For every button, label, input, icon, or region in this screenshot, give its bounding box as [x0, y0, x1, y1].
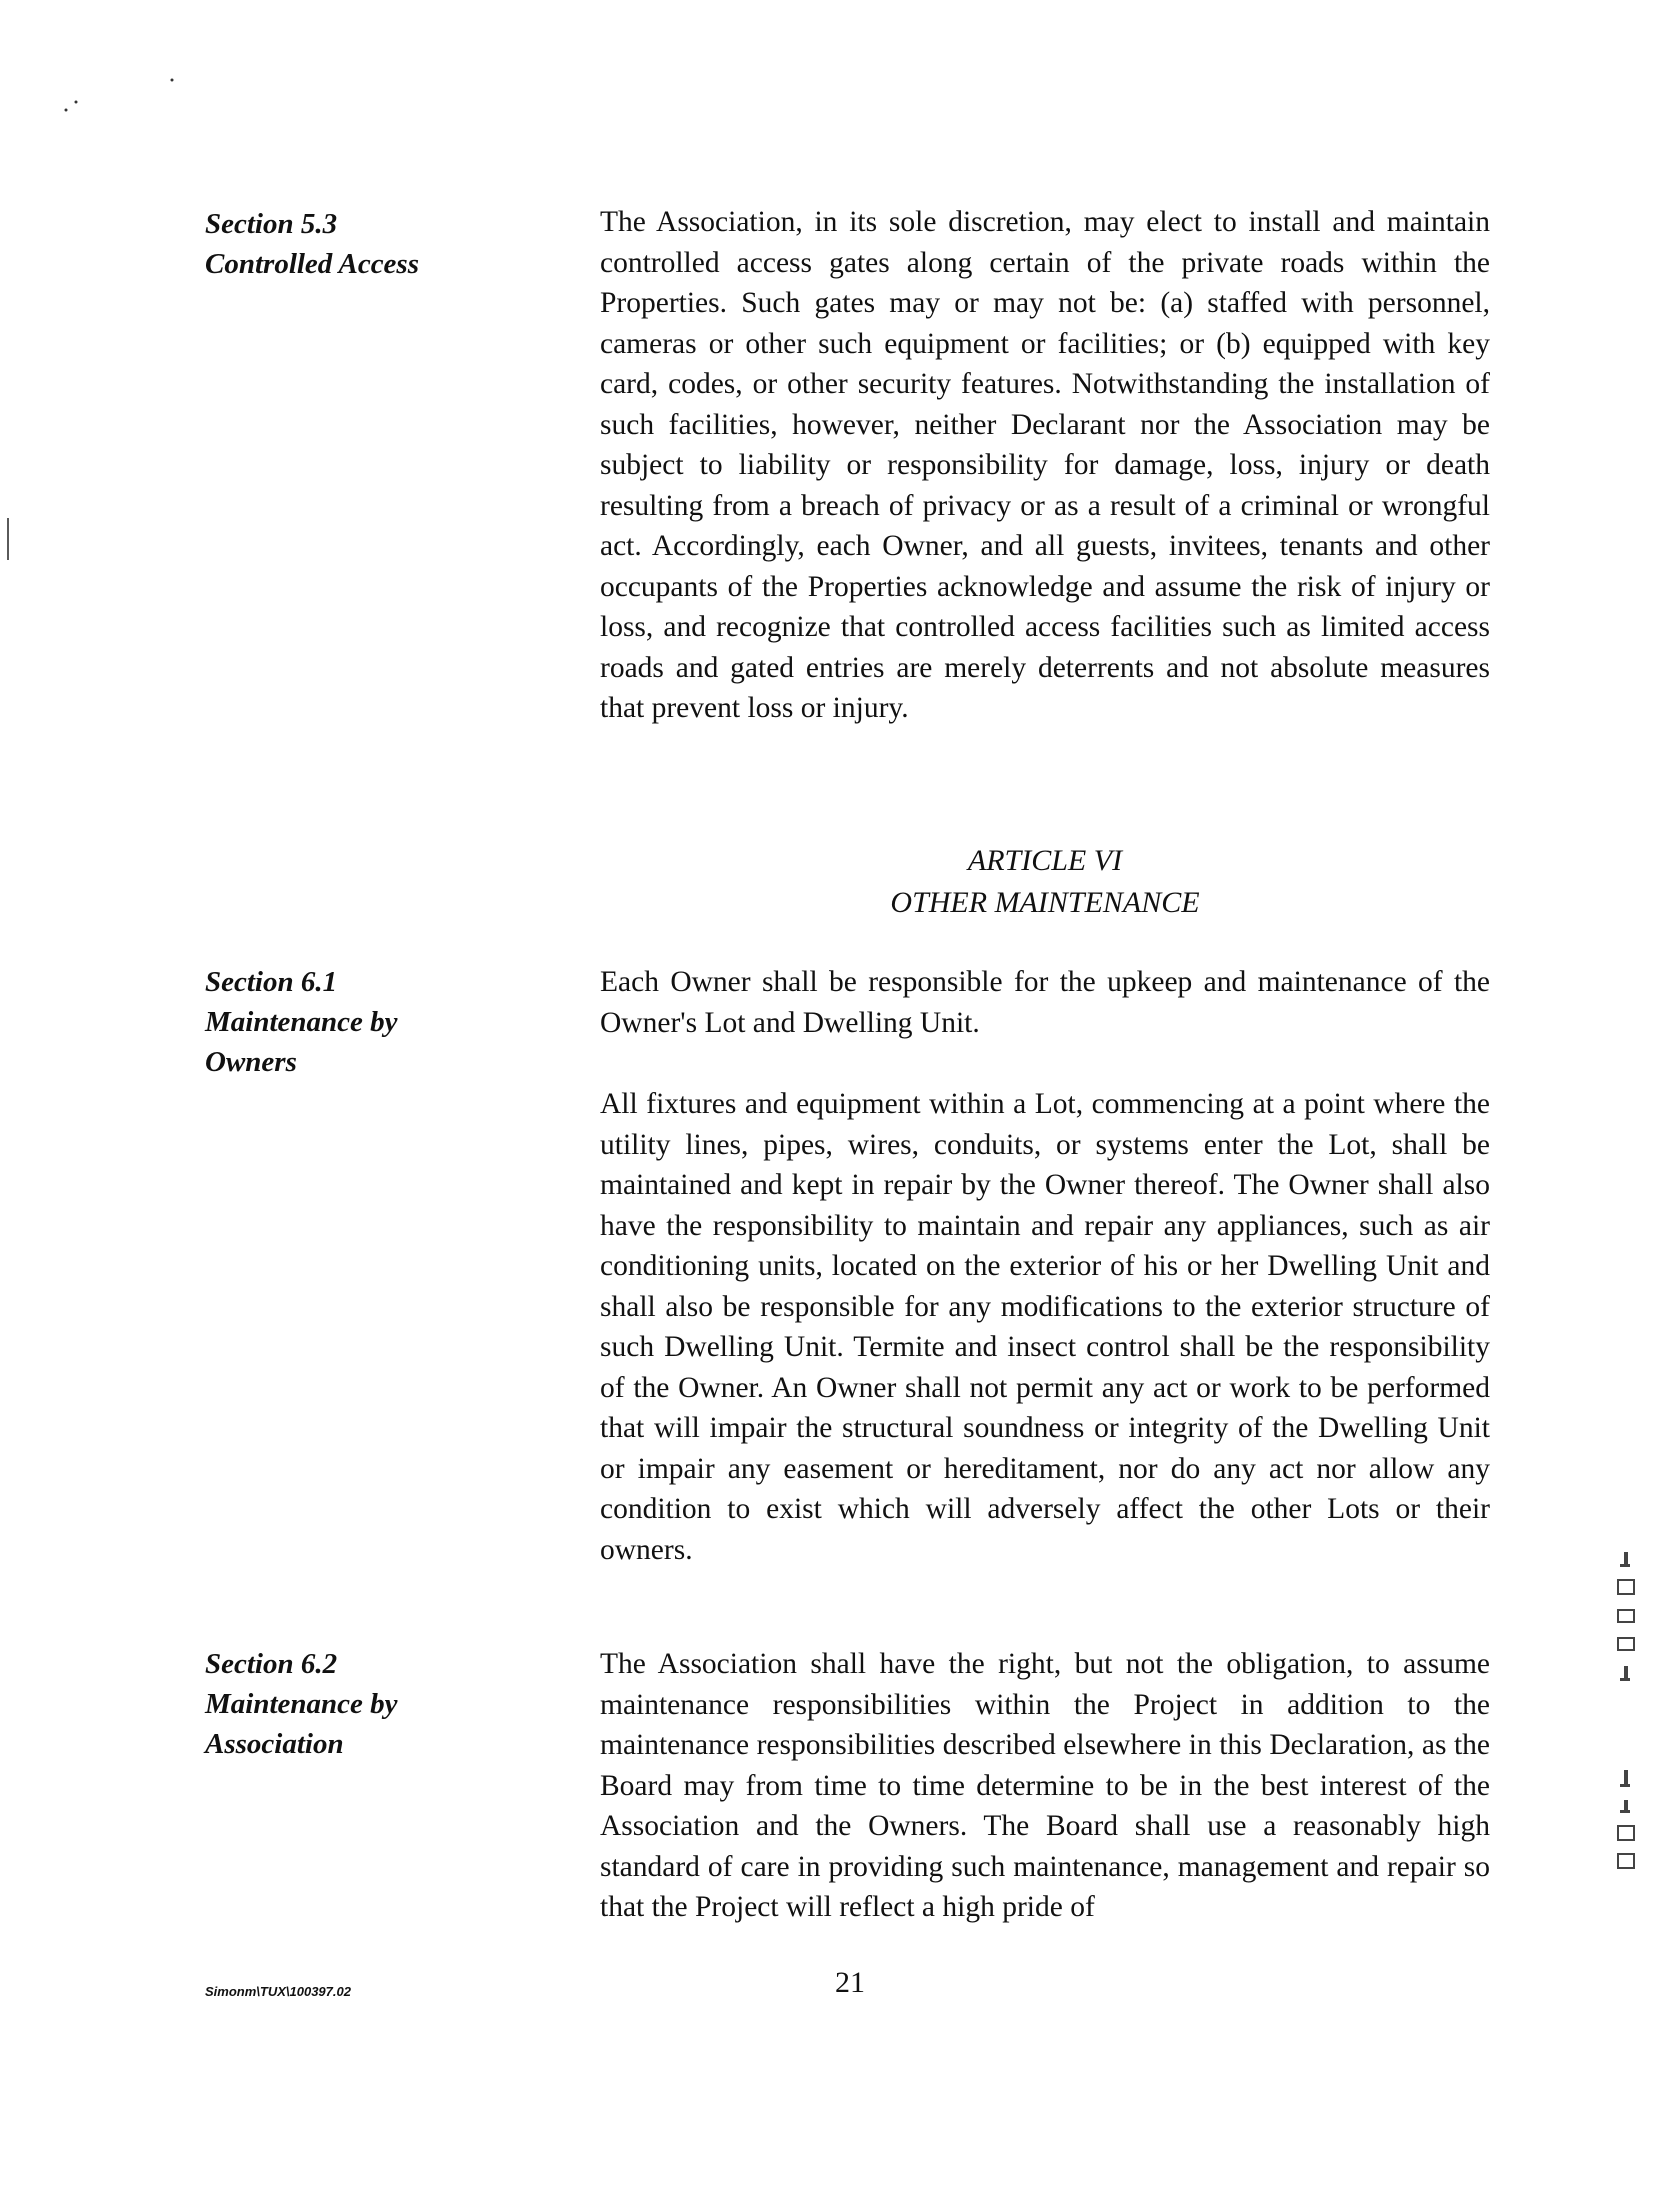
page-number: 21: [835, 1966, 865, 1999]
paragraph: The Association, in its sole discretion, may elect to install and maintain controlled access gates along certain of the private roads within the Properties. Such gates may or may not be: (a) staffed with personnel, cameras or other such equipment or facilities; or (b) equipped with key card, codes, or other security features. Notwithstanding the installation of such facilities, however, neither Declarant nor the Association may be subject to liability or responsibility for damage, loss, injury or death resulting from a breach of privacy or as a result of a criminal or wrongful act. Accordingly, each Owner, and all guests, invitees, tenants and other occupants of the Properties acknowledge and assume the risk of injury or loss, and recognize that controlled access facilities such as limited access roads and gated entries are merely deterrents and not absolute measures that prevent loss or injury.: [600, 206, 1490, 724]
paragraph: All fixtures and equipment within a Lot, commencing at a point where the utility lines, pipes, wires, conduits, or systems enter the Lot, shall be maintained and kept in repair by the Owner thereof. The Owner shall also have the responsibility to maintain and repair any appliances, such as air conditioning units, located on the exterior of his or her Dwelling Unit and shall also be responsible for any modifications to the exterior structure of such Dwelling Unit. Termite and insect control shall be the responsibility of the Owner. An Owner shall not permit any act or work to be performed that will impair the structural soundness or integrity of the Dwelling Unit or impair any easement or hereditament, nor do any act nor allow any condition to exist which will adversely affect the other Lots or their owners.: [600, 1088, 1490, 1566]
paragraph: Each Owner shall be responsible for the upkeep and maintenance of the Owner's Lot and Dwelling Unit.: [600, 966, 1490, 1039]
article-title: OTHER MAINTENANCE: [890, 886, 1200, 919]
scan-speck: [171, 79, 174, 82]
document-reference: Simonm\TUX\100397.02: [205, 1984, 351, 1999]
stamp-marks: [1618, 1552, 1634, 1868]
paragraph: The Association shall have the right, but not the obligation, to assume maintenance responsibilities within the Project in addition to the maintenance responsibilities described elsewhere in this Declaration, as the Board may from time to time determine to be in the best interest of the Association and the Owners. The Board shall use a reasonably high standard of care in providing such maintenance, management and repair so that the Project will reflect a high pride of: [600, 1648, 1490, 1923]
section-title: Maintenance by: [205, 1688, 398, 1720]
section-title: Controlled Access: [205, 248, 420, 280]
section-title: Maintenance by: [205, 1006, 398, 1038]
section-number: Section 5.3: [205, 208, 338, 240]
scan-speck: [65, 109, 68, 112]
recording-stamp: [1612, 1548, 1642, 1908]
section-title-continued: Owners: [205, 1046, 297, 1078]
section-number: Section 6.2: [205, 1648, 338, 1680]
section-title-continued: Association: [205, 1728, 344, 1760]
scan-speck: [75, 101, 78, 104]
section-number: Section 6.1: [205, 966, 338, 998]
article-number: ARTICLE VI: [967, 844, 1123, 877]
